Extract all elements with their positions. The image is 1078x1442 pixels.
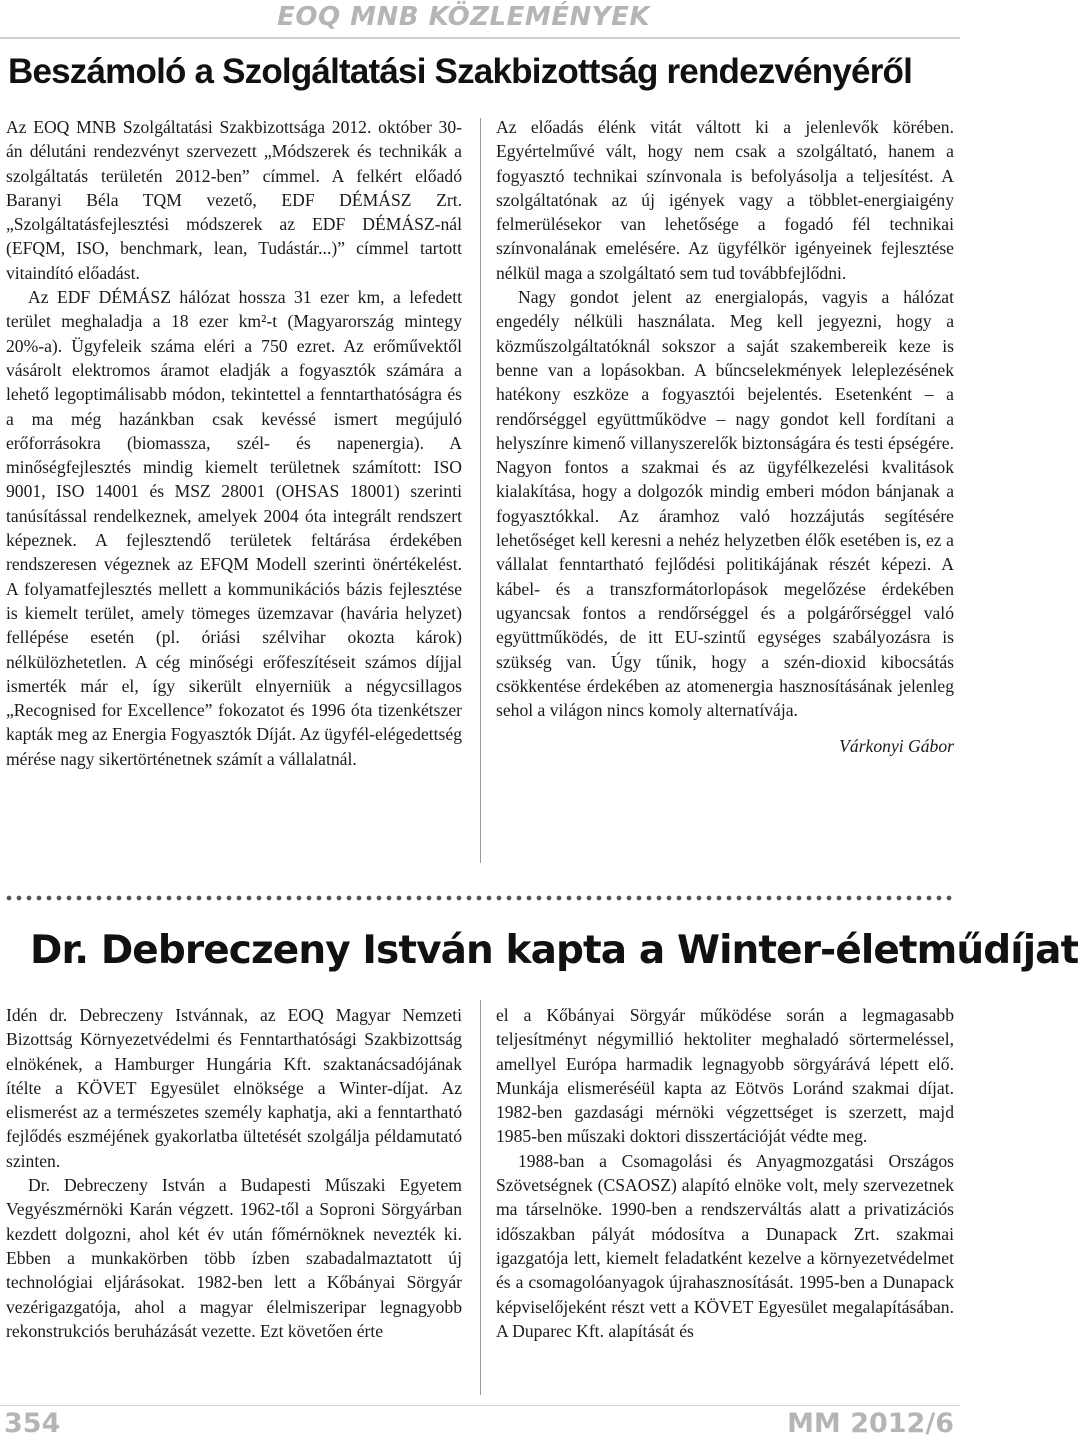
paragraph: Idén dr. Debreczeny Istvánnak, az EOQ Magyar Nemzeti Bizottság Környezetvédelmi és Fenntarthatósági Szakbizottság elnökének, a Hamburger Hungária Kft. szaktanácsadójának ítélte a KÖVET Egyesület elnöksége a Winter-díjat. Az elismerést az a természetes személy kaphatja, aki a fenntartható fejlődés eszméjének gyakorlatba ültetését szolgálja példamutató szinten. [6, 1005, 462, 1171]
footer-rule [0, 1405, 960, 1406]
article1-right-column [496, 115, 954, 875]
paragraph: 1988-ban a Csomagolási és Anyagmozgatási Országos Szövetségnek (CSAOSZ) alapító elnöke volt, mely szervezetnek ma társelnöke. 1990-ben a rendszerváltás alatt a privatizációs időszakban pályát módosítva a Dunapack Zrt. szakmai igazgatója lett, kiemelt feladatként kezelve a környezetvédelmet és a csomagolóanyagok újrahasznosítását. 1995-ben a Dunapack képviselőjeként részt vett a KÖVET Egyesület megalapításában. A Duparec Kft. alapítását és [496, 1150, 954, 1341]
column-divider [480, 118, 481, 863]
paragraph: Az EOQ MNB Szolgáltatási Szakbizottsága 2012. október 30-án délutáni rendezvényt szervezett „Módszerek és technikák a szolgáltatás területén 2012-ben” címmel. A felkért előadó Baranyi Béla TQM vezető, EDF DÉMÁSZ Zrt. „Szolgáltatásfejlesztési módszerek az EDF DÉMÁSZ-nál (EFQM, ISO, benchmark, lean, Tudástár...)” címmel tartott vitaindító előadást. [6, 117, 462, 283]
section-header: EOQ MNB KÖZLEMÉNYEK [277, 2, 650, 32]
paragraph: Az előadás élénk vitát váltott ki a jelenlevők körében. Egyértelművé vált, hogy nem csak a szolgáltató, hanem a fogyasztó technikai színvonala is befolyásolja a teljesítést. A szolgáltatónak az új igények vagy a többlet-energiaigény felmerülésekor van lehetősége a fogadó fél technikai színvonalának emelésére. Az ügyfélkör igényeinek fejlesztése nélkül maga a szolgáltató sem tud továbbfejlődni. [496, 117, 954, 283]
issue-label: MM 2012/6 [787, 1408, 954, 1439]
article1-left-column [6, 115, 462, 865]
article2-right-column [496, 1003, 954, 1398]
paragraph: Dr. Debreczeny István a Budapesti Műszaki Egyetem Vegyészmérnöki Karán végzett. 1962-től a Soproni Sörgyárban kezdett dolgozni, ahol két év után főmérnöknek nevezték ki. Ebben a munkakörben több ízben szabadalmaztatott új technológiai eljárásokat. 1982-ben lett a Kőbányai Sörgyár vezérigazgatója, ahol a magyar élelmiszeripar legnagyobb rekonstrukciós beruházását vezette. Ezt követően érte [6, 1175, 462, 1341]
paragraph: Nagy gondot jelent az energialopás, vagyis a hálózat engedély nélküli használata. Meg kell jegyezni, hogy a közműszolgáltatóknál sokszor a saját szakembereik keze is benne van a lopásokban. A bűncselekmények leleplezésének hatékony eszköze a fogyasztói bejelentés. Esetenként – a rendőrséggel együttműködve – nagy gondot kell fordítani a helyszínre kimenő villanyszerelők biztonságára és testi épségére. Nagyon fontos a szakmai és az ügyfélkezelési kvalitások kialakítása, hogy a dolgozók mindig emberi módon bánjanak a fogyasztókkal. Az áramhoz való hozzájutás segítésére lehetőséget kell keresni a nehéz helyzetben élők esetében is, ez a vállalat fenntartható fejlődési politikájának részét képezi. A kábel- és a transzformátorlopások megelőzése érdekében ugyancsak fontos a rendőrséggel és a polgárőrséggel való együttműködés, de itt EU-szintű egységes szabályozásra is szükség van. Úgy tűnik, hogy a szén-dioxid kibocsátás csökkentése érdekében az atomenergia hasznosításának jelenleg sehol a világon nincs komoly alternatívája. [496, 287, 954, 721]
page-number: 354 [4, 1408, 61, 1439]
article-title: Dr. Debreczeny István kapta a Winter-életműdíjat [30, 928, 1078, 973]
header-rule [0, 37, 960, 39]
article2-left-column [6, 1003, 462, 1398]
paragraph: el a Kőbányai Sörgyár működése során a legmagasabb teljesítményt négymillió hektoliter meghaladó sörtermeléssel, amellyel Európa harmadik legnagyobb sörgyárává lépett elő. Munkája elismeréséül kapta az Eötvös Loránd szakmai díjat. 1982-ben gazdasági mérnöki végzettséget is szerzett, majd 1985-ben műszaki doktori disszertációját védte meg. [496, 1005, 954, 1147]
article-title: Beszámoló a Szolgáltatási Szakbizottság rendezvényéről [8, 52, 913, 91]
section-divider-dots [4, 893, 956, 903]
author-signature: Várkonyi Gábor [839, 736, 954, 757]
paragraph: Az EDF DÉMÁSZ hálózat hossza 31 ezer km, a lefedett terület meghaladja a 18 ezer km²-t (Magyarország mintegy 20%-a). Ügyfeleik száma eléri a 750 ezret. Az erőművektől vásárolt elektromos áramot eladják a fogyasztók számára a lehető legoptimálisabb módon, tekintettel a fenntarthatóságra és a ma még hazánkban csak kevéssé ismert megújuló erőforrásokra (biomassza, szél- és napenergia). A minőségfejlesztés mindig kiemelt területnek számított: ISO 9001, ISO 14001 és MSZ 28001 (OHSAS 18001) szerinti tanúsítással rendelkeznek, amelyek 2004 óta integrált rendszert képeznek. A fejlesztendő területek feltárása érdekében rendszeresen végeznek az EFQM Modell szerinti önértékelést. A folyamatfejlesztés mellett a kommunikációs bázis fejlesztése is kiemelt terület, amely tömeges üzemzavar (havária helyzet) fellépése esetén (pl. óriási szélvihar okozta károk) nélkülözhetetlen. A cég minőségi erőfeszítéseit számos díjjal ismerték már el, így sikerült elnyerniük a négycsillagos „Recognised for Excellence” fokozatot és 1996 óta tizenkétszer kapták meg az Energia Fogyasztók Díját. Az ügyfél-elégedettség mérése nagy sikertörténetnek számít a vállalatnál. [6, 287, 462, 769]
column-divider [480, 1000, 481, 1395]
